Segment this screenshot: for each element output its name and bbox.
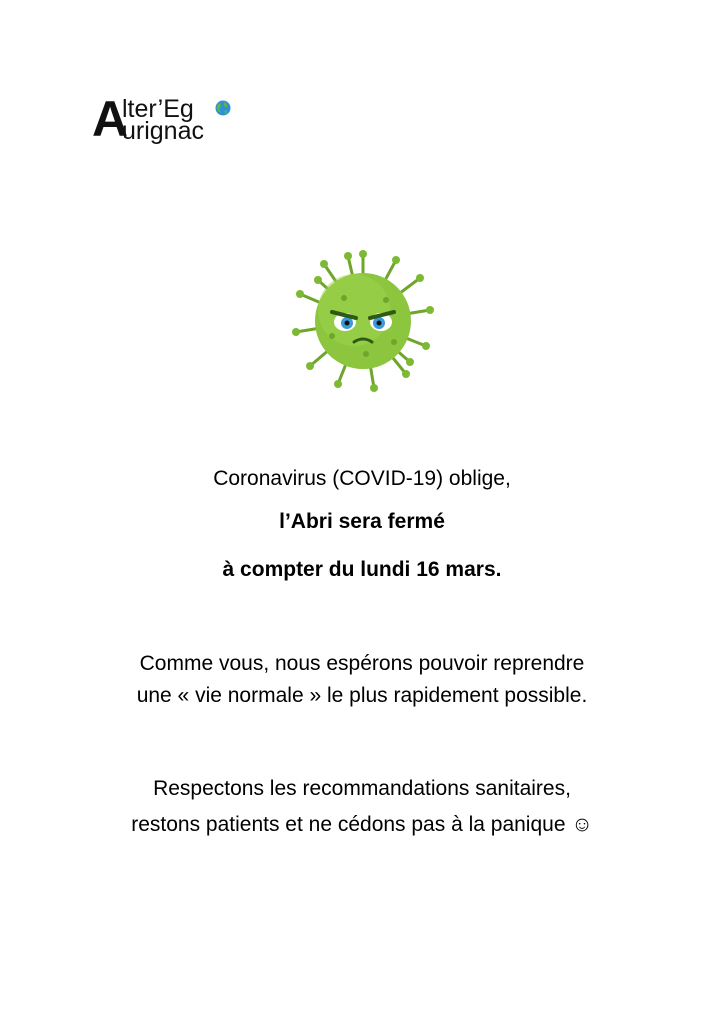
notice-closure-heading: l’Abri sera fermé <box>279 510 445 533</box>
notice-para2-line1: Comme vous, nous espérons pouvoir reprendre <box>139 652 585 675</box>
alter-ego-aurignac-logo <box>92 91 242 150</box>
notice-paragraph-advice <box>0 771 724 843</box>
notice-para2-line2: une « vie normale » le plus rapidement possible. <box>136 684 588 707</box>
notice-para3-line1: Respectons les recommandations sanitaires, <box>153 777 571 800</box>
globe-icon <box>215 100 231 116</box>
notice-line-1: Coronavirus (COVID-19) oblige, <box>213 467 511 490</box>
logo-line-1: lter’Eg <box>122 95 194 123</box>
notice-closure-date: à compter du lundi 16 mars. <box>222 558 502 581</box>
logo-line-2: urignac <box>122 117 204 145</box>
angry-virus-icon <box>292 250 434 392</box>
notice-paragraph-hope <box>0 648 724 712</box>
logo-big-letter: A <box>92 91 129 147</box>
notice-para3-line2: restons patients et ne cédons pas à la panique ☺ <box>131 813 593 836</box>
